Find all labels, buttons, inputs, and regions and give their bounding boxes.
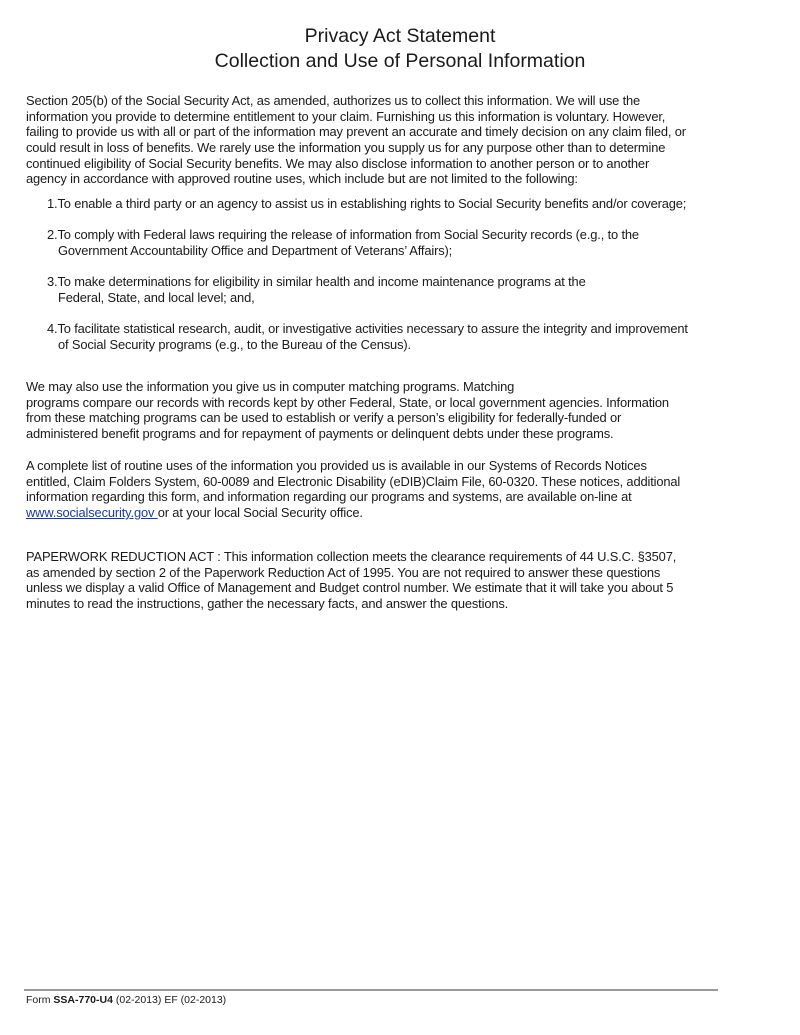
footer-prefix: Form [26,994,54,1006]
text-line: 4.To facilitate statistical research, audit, or investigative activities necessary to assure the integrity and improvement [47,321,688,336]
text-line: minutes to read the instructions, gather the necessary facts, and answer the questions. [26,596,509,612]
text-line: entitled, Claim Folders System, 60-0089 and Electronic Disability (eDIB)Claim File, 60-0320. These notices, additional [26,473,681,489]
routine-uses-paragraph [26,458,680,521]
list-item-1 [47,196,686,212]
text-line: Federal, State, and local level; and, [58,289,255,305]
text-line: 1.To enable a third party or an agency to assist us in establishing rights to Social Security benefits and/or coverage; [47,196,687,211]
routine-uses-tail: or at your local Social Security office. [157,505,363,521]
matching-paragraph [26,379,669,442]
text-line: PAPERWORK REDUCTION ACT : This information collection meets the clearance requirements of 44 U.S.C. §3507, [26,549,677,564]
form-number: SSA-770-U4 [53,994,113,1006]
list-item-2 [47,227,639,258]
text-line: unless we display a valid Office of Management and Budget control number. We estimate that it will take you about 5 [26,580,674,596]
text-line: administered benefit programs and for repayment of payments or delinquent debts under these programs. [26,426,614,442]
footer-divider [24,989,718,991]
text-line: Section 205(b) of the Social Security Act, as amended, authorizes us to collect this information. We will use the [26,93,641,108]
routine-uses-lines [26,458,680,505]
page-subtitle: Collection and Use of Personal Information [214,50,586,72]
list-item-3 [47,274,586,305]
text-line: information you provide to determine entitlement to your claim. Furnishing us this information is voluntary. However, [26,108,666,124]
paperwork-reduction-paragraph [26,549,676,612]
text-line: failing to provide us with all or part of the information may prevent an accurate and timely decision on any claim filed, or [26,124,686,140]
text-line: as amended by section 2 of the Paperwork Reduction Act of 1995. You are not required to answer these questions [26,564,661,580]
footer-suffix: (02-2013) EF (02-2013) [112,994,227,1006]
text-line: A complete list of routine uses of the information you provided us is available in our Systems of Records Notices [26,458,647,473]
text-line: programs compare our records with records kept by other Federal, State, or local government agencies. Information [26,394,669,410]
text-line: We may also use the information you give us in computer matching programs. Matching [26,379,515,394]
text-line: Government Accountability Office and Department of Veterans’ Affairs); [58,242,453,258]
text-line: information regarding this form, and information regarding our programs and systems, are available on-line at [26,489,632,505]
text-line: continued eligibility of Social Security benefits. We may also disclose information to another person or to another [26,155,650,171]
text-line: of Social Security programs (e.g., to the Bureau of the Census). [58,336,411,352]
text-line: 3.To make determinations for eligibility in similar health and income maintenance programs at the [47,274,586,289]
list-item-4 [47,321,688,352]
text-line: agency in accordance with approved routine uses, which include but are not limited to the following: [26,171,578,187]
intro-paragraph [26,93,686,187]
text-line: could result in loss of benefits. We rarely use the information you supply us for any purpose other than to determine [26,140,666,156]
text-line: 2.To comply with Federal laws requiring the release of information from Social Security records (e.g., to the [47,227,639,242]
text-line: from these matching programs can be used to establish or verify a person’s eligibility for federally-funded or [26,410,622,426]
socialsecurity-link[interactable]: www.socialsecurity.gov [26,505,158,521]
page-title: Privacy Act Statement [304,25,496,47]
form-footer [26,994,226,1006]
